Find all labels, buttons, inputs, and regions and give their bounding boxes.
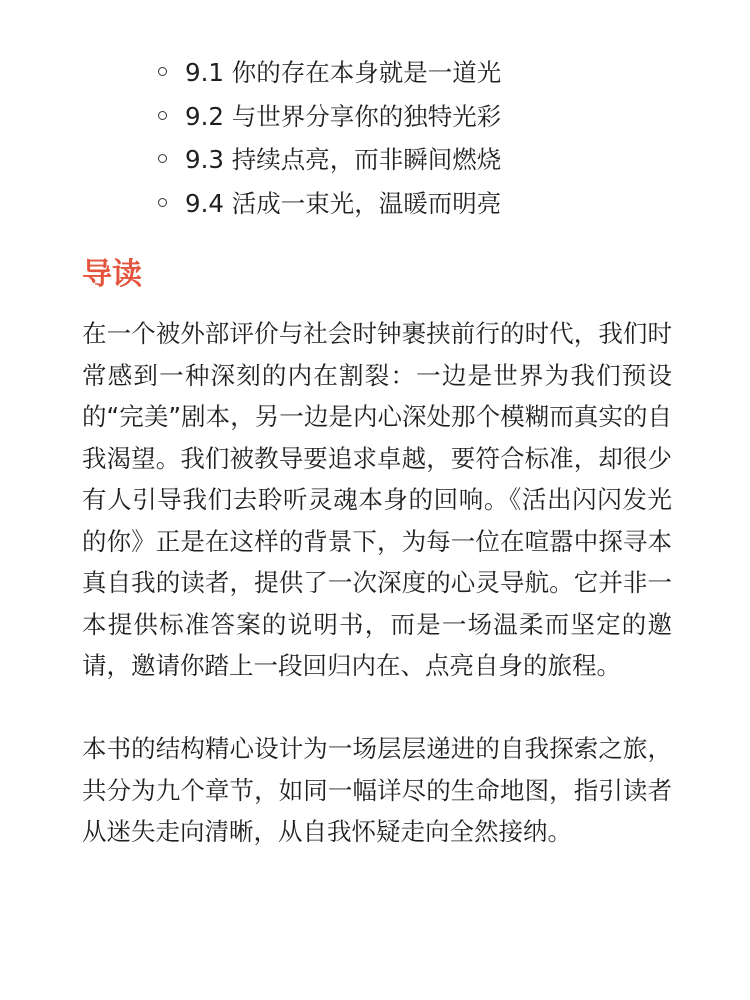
hollow-bullet-icon	[158, 111, 167, 120]
list-item	[158, 94, 501, 138]
hollow-bullet-icon	[158, 198, 167, 207]
section-heading: 导读	[82, 257, 142, 292]
subchapter-title: 9.4 活成一束光，温暖而明亮	[185, 188, 502, 218]
subchapter-title: 9.2 与世界分享你的独特光彩	[185, 101, 502, 131]
body-paragraph: 本书的结构精心设计为一场层层递进的自我探索之旅，共分为九个章节，如同一幅详尽的生命地图，指引读者从迷失走向清晰，从自我怀疑走向全然接纳。	[82, 734, 672, 846]
hollow-bullet-icon	[158, 67, 167, 76]
body-paragraph: 在一个被外部评价与社会时钟裹挟前行的时代，我们时常感到一种深刻的内在割裂：一边是世界为我们预设的“完美”剧本，另一边是内心深处那个模糊而真实的自我渴望。我们被教导要追求卓越，要符合标准，却很少有人引导我们去聆听灵魂本身的回响。《活出闪闪发光的你》正是在这样的背景下，为每一位在喧嚣中探寻本真自我的读者，提供了一次深度的心灵导航。它并非一本提供标准答案的说明书，而是一场温柔而坚定的邀请，邀请你踏上一段回归内在、点亮自身的旅程。	[82, 319, 672, 680]
subchapter-title: 9.1 你的存在本身就是一道光	[185, 58, 502, 88]
list-item	[158, 50, 501, 94]
subchapter-title: 9.3 持续点亮，而非瞬间燃烧	[185, 145, 502, 175]
hollow-bullet-icon	[158, 154, 167, 163]
list-item	[158, 181, 501, 225]
subchapter-list	[158, 50, 501, 224]
list-item	[158, 137, 501, 181]
